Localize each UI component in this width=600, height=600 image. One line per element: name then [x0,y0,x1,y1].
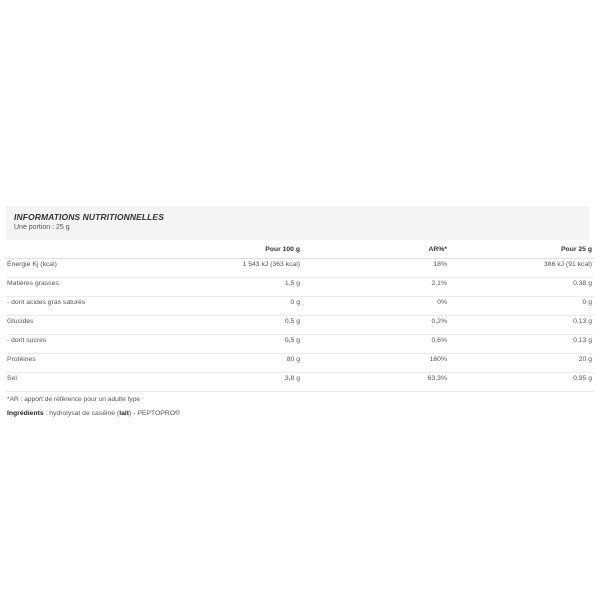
value-per-100g: 3,8 g [157,373,302,392]
value-per-100g: 1,5 g [157,278,302,297]
value-ar-percent: 160% [302,354,449,373]
nutrient-label: Sel [6,373,157,392]
table-row [6,316,594,335]
value-per-25g: 20 g [449,354,594,373]
table-row [6,354,594,373]
nutrient-label: Glucides [6,316,157,335]
value-ar-percent: 0,6% [302,335,449,354]
value-per-25g: 0,13 g [449,335,594,354]
nutrient-label: Énergie Kj (kcal) [6,259,157,278]
table-row [6,259,594,278]
column-header-per-25g: Pour 25 g [449,246,594,259]
value-per-25g: 0,95 g [449,373,594,392]
ingredients-text-after: ) - PEPTOPRO® [129,410,180,417]
value-per-25g: 386 kJ (91 kcal) [449,259,594,278]
ingredients-text-before: : hydrolysat de caséine ( [43,410,120,417]
table-row [6,297,594,316]
ingredients-line [6,410,589,417]
column-header-per-100g: Pour 100 g [157,246,302,259]
column-header-nutrient [6,246,157,259]
value-per-25g: 0,13 g [449,316,594,335]
nutrition-table [6,246,594,392]
table-row [6,335,594,354]
nutrient-label: - dont sucres [6,335,157,354]
allergen-name: lait [119,410,130,417]
table-header-row [6,246,594,259]
nutrition-title: INFORMATIONS NUTRITIONNELLES [14,212,164,222]
nutrition-header [6,206,589,240]
nutrient-label: Protéines [6,354,157,373]
value-per-100g: 0,5 g [157,335,302,354]
value-per-25g: 0,38 g [449,278,594,297]
value-ar-percent: 0,2% [302,316,449,335]
value-per-100g: 80 g [157,354,302,373]
value-ar-percent: 63,3% [302,373,449,392]
value-per-100g: 0,5 g [157,316,302,335]
value-ar-percent: 0% [302,297,449,316]
column-header-ar-percent: AR%* [302,246,449,259]
nutrition-panel [6,206,592,417]
nutrient-label: Matières grasses [6,278,157,297]
value-per-100g: 0 g [157,297,302,316]
table-row [6,373,594,392]
value-per-100g: 1 543 kJ (363 kcal) [157,259,302,278]
reference-footnote: *AR : apport de référence pour un adulte type [7,396,141,403]
nutrient-label: - dont acides gras saturés [6,297,157,316]
ingredients-label: Ingrédients [7,410,44,417]
value-ar-percent: 18% [302,259,449,278]
value-per-25g: 0 g [449,297,594,316]
serving-size: Une portion : 25 g [14,224,70,231]
table-row [6,278,594,297]
value-ar-percent: 2,1% [302,278,449,297]
